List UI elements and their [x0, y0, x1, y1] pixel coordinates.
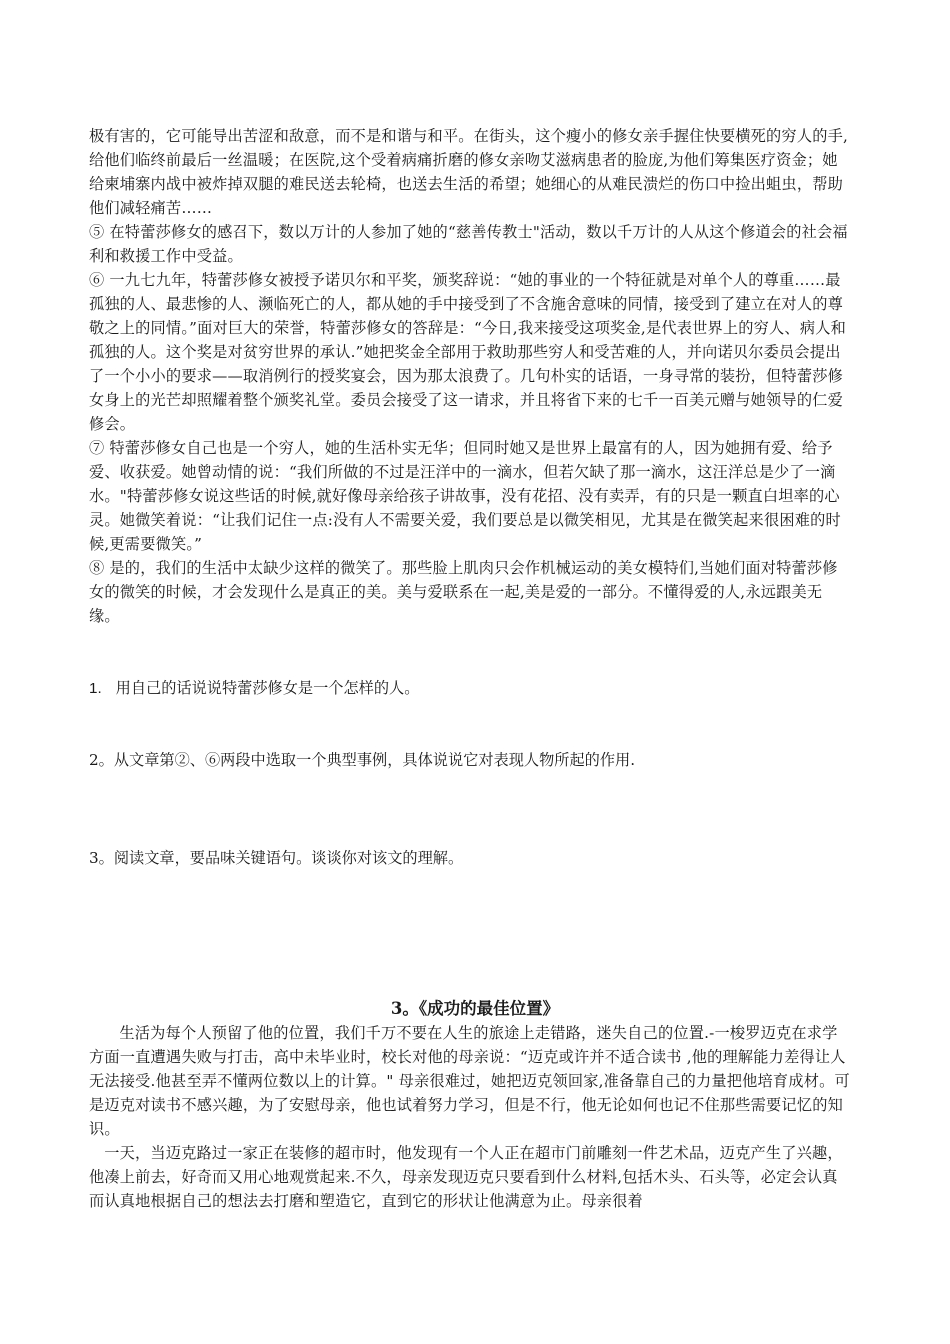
section-title: 3。《成功的最佳位置》: [390, 999, 560, 1018]
question-1: [89, 676, 851, 701]
question-3: 3。阅读文章，要品味关键语句。谈谈你对该文的理解。: [89, 849, 464, 867]
question-1-number: 1.: [89, 680, 102, 697]
question-2: 2。从文章第②、⑥两段中选取一个典型事例，具体说说它对表现人物所起的作用.: [89, 751, 636, 769]
paragraph-intro: 极有害的，它可能导出苦涩和敌意，而不是和谐与和平。在街头，这个瘦小的修女亲手握住快要横死的穷人的手,给他们临终前最后一丝温暖；在医院,这个受着病痛折磨的修女亲吻艾滋病患者的脸庞,为他们筹集医疗资金；她给柬埔寨内战中被炸掉双腿的难民送去轮椅，也送去生活的希望；她细心的从难民溃烂的伤口中捡出蛆虫，帮助他们减轻痛苦……: [89, 127, 849, 217]
paragraph-5: ⑤ 在特蕾莎修女的感召下，数以万计的人参加了她的“慈善传教士"活动，数以千万计的人从这个修道会的社会福利和救援工作中受益。: [89, 223, 848, 265]
paragraph-6: ⑥ 一九七九年，特蕾莎修女被授予诺贝尔和平奖，颁奖辞说：“她的事业的一个特征就是对单个人的尊重……最孤独的人、最悲惨的人、濒临死亡的人，都从她的手中接受到了不含施舍意味的同情，接受到了建立在对人的尊敬之上的同情。”面对巨大的荣誉，特蕾莎修女的答辞是：“今日,我来接受这项奖金,是代表世界上的穷人、病人和孤独的人。这个奖是对贫穷世界的承认.”她把奖金全部用于救助那些穷人和受苦难的人，并向诺贝尔委员会提出了一个小小的要求——取消例行的授奖宴会，因为那太浪费了。几句朴实的话语，一身寻常的装扮，但特蕾莎修女身上的光芒却照耀着整个颁奖礼堂。委员会接受了这一请求，并且将省下来的七千一百美元赠与她领导的仁爱修会。: [89, 271, 846, 433]
passage-2-paragraph-1: 生活为每个人预留了他的位置，我们千万不要在人生的旅途上走错路，迷失自己的位置.-一梭罗迈克在求学方面一直遭遇失败与打击，高中未毕业时，校长对他的母亲说：“迈克或许并不适合读书 ,他的理解能力差得让人无法接受.他甚至弄不懂两位数以上的计算。" 母亲很难过，她把迈克领回家,准备靠自己的力量把他培育成材。可是迈克对读书不感兴趣，为了安慰母亲，他也试着努力学习，但是不行，他无论如何也记不住那些需要记忆的知识。: [89, 1024, 850, 1138]
paragraph-7: ⑦ 特蕾莎修女自己也是一个穷人，她的生活朴实无华；但同时她又是世界上最富有的人，因为她拥有爱、给予爱、收获爱。她曾动情的说：“我们所做的不过是汪洋中的一滴水，但若欠缺了那一滴水，这汪洋总是少了一滴水。"特蕾莎修女说这些话的时候,就好像母亲给孩子讲故事，没有花招、没有卖弄，有的只是一颗直白坦率的心灵。她微笑着说：“让我们记住一点:没有人不需要关爱，我们要总是以微笑相见，尤其是在微笑起来很困难的时候,更需要微笑。”: [89, 439, 841, 553]
paragraph-8: ⑧ 是的，我们的生活中太缺少这样的微笑了。那些脸上肌肉只会作机械运动的美女模特们,当她们面对特蕾莎修女的微笑的时候，才会发现什么是真正的美。美与爱联系在一起,美是爱的一部分。不懂得爱的人,永远跟美无缘。: [89, 559, 838, 625]
passage-2-paragraph-2: 一天，当迈克路过一家正在装修的超市时，他发现有一个人正在超市门前雕刻一件艺术品，迈克产生了兴趣，他凑上前去，好奇而又用心地观赏起来.不久，母亲发现迈克只要看到什么材料,包括木头、石头等，必定会认真而认真地根据自己的想法去打磨和塑造它，直到它的形状让他满意为止。母亲很着: [89, 1144, 843, 1210]
passage-1: [89, 124, 851, 628]
passage-2: [89, 1021, 851, 1213]
question-1-text: 用自己的话说说特蕾莎修女是一个怎样的人。: [115, 679, 420, 697]
